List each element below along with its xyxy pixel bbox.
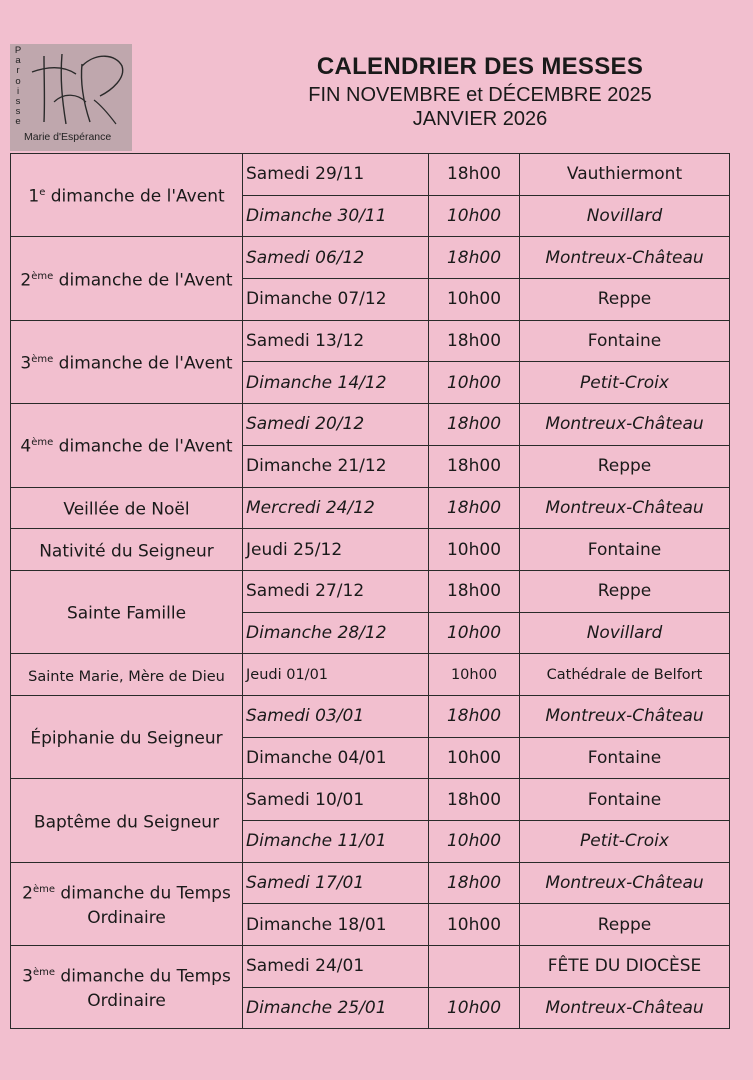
logo-letter: P xyxy=(14,45,22,56)
feast-ordinal-suffix: ème xyxy=(32,884,56,896)
feast-name xyxy=(11,320,243,403)
mass-location: Petit-Croix xyxy=(520,821,730,863)
mass-location: Montreux-Château xyxy=(520,237,730,279)
mass-date: Samedi 27/12 xyxy=(243,570,429,612)
mass-date: Samedi 10/01 xyxy=(243,779,429,821)
mass-location: Reppe xyxy=(520,445,730,487)
feast-number: 3 xyxy=(22,967,33,988)
mass-location: Novillard xyxy=(520,195,730,237)
mass-location: Novillard xyxy=(520,612,730,654)
logo-mark-icon xyxy=(24,44,129,129)
mass-location: Reppe xyxy=(520,279,730,321)
mass-location: Fontaine xyxy=(520,320,730,362)
mass-time: 18h00 xyxy=(429,237,520,279)
mass-time: 18h00 xyxy=(429,695,520,737)
feast-label: dimanche de l'Avent xyxy=(53,270,233,291)
schedule-row xyxy=(11,862,730,904)
page-title: CALENDRIER DES MESSES xyxy=(316,53,644,80)
mass-time: 18h00 xyxy=(429,404,520,446)
feast-number: 3 xyxy=(20,353,32,374)
logo-letter: o xyxy=(15,75,21,87)
mass-time: 10h00 xyxy=(429,737,520,779)
feast-name xyxy=(11,529,243,571)
mass-location: Montreux-Château xyxy=(520,862,730,904)
feast-label: Épiphanie du Seigneur xyxy=(30,728,223,749)
schedule-row xyxy=(11,654,730,696)
feast-name xyxy=(11,862,243,945)
logo-vertical-text xyxy=(13,46,23,128)
feast-name xyxy=(11,154,243,237)
schedule-row xyxy=(11,946,730,988)
page-header xyxy=(270,53,690,131)
mass-date: Dimanche 28/12 xyxy=(243,612,429,654)
feast-ordinal-suffix: ème xyxy=(31,437,54,449)
feast-number: 1 xyxy=(28,187,40,208)
mass-date: Jeudi 25/12 xyxy=(243,529,429,571)
schedule-row xyxy=(11,487,730,529)
mass-location: Montreux-Château xyxy=(520,695,730,737)
mass-date: Samedi 24/01 xyxy=(243,946,429,988)
feast-label: dimanche de l'Avent xyxy=(45,187,225,208)
mass-location: Montreux-Château xyxy=(520,487,730,529)
logo-letter: s xyxy=(15,106,21,118)
mass-date: Samedi 29/11 xyxy=(243,154,429,196)
mass-date: Samedi 17/01 xyxy=(243,862,429,904)
feast-label: Sainte Marie, Mère de Dieu xyxy=(28,668,225,685)
feast-label: dimanche du Temps Ordinaire xyxy=(55,883,231,928)
page-subtitle: FIN NOVEMBRE et DÉCEMBRE 2025 xyxy=(308,84,652,106)
mass-location: Cathédrale de Belfort xyxy=(520,654,730,696)
feast-label: Baptême du Seigneur xyxy=(33,812,220,833)
schedule-row xyxy=(11,570,730,612)
mass-date: Samedi 20/12 xyxy=(243,404,429,446)
mass-date: Mercredi 24/12 xyxy=(243,487,429,529)
feast-label: Sainte Famille xyxy=(66,603,187,624)
mass-time: 10h00 xyxy=(429,279,520,321)
mass-location: Petit-Croix xyxy=(520,362,730,404)
mass-date: Samedi 13/12 xyxy=(243,320,429,362)
feast-label: dimanche de l'Avent xyxy=(53,437,233,458)
mass-time: 10h00 xyxy=(429,529,520,571)
mass-location: Fontaine xyxy=(520,779,730,821)
feast-ordinal-suffix: e xyxy=(39,187,46,199)
mass-time: 18h00 xyxy=(429,570,520,612)
mass-date: Jeudi 01/01 xyxy=(243,654,429,696)
mass-date: Samedi 06/12 xyxy=(243,237,429,279)
schedule-row xyxy=(11,404,730,446)
mass-date: Dimanche 07/12 xyxy=(243,279,429,321)
feast-name xyxy=(11,779,243,862)
logo-letter: s xyxy=(15,96,21,108)
mass-location: FÊTE DU DIOCÈSE xyxy=(520,946,730,988)
mass-time: 18h00 xyxy=(429,445,520,487)
mass-time: 10h00 xyxy=(429,987,520,1029)
logo-letter: i xyxy=(16,85,20,97)
parish-logo xyxy=(10,44,132,151)
feast-label: dimanche du Temps Ordinaire xyxy=(55,967,231,1012)
page-subtitle-2: JANVIER 2026 xyxy=(412,108,548,130)
mass-time: 10h00 xyxy=(429,654,520,696)
mass-time: 18h00 xyxy=(429,487,520,529)
feast-number: 2 xyxy=(20,270,32,291)
feast-name xyxy=(11,487,243,529)
mass-time: 10h00 xyxy=(429,821,520,863)
feast-number: 2 xyxy=(22,883,33,904)
mass-time: 18h00 xyxy=(429,320,520,362)
mass-location: Montreux-Château xyxy=(520,987,730,1029)
logo-letter: e xyxy=(15,116,21,128)
mass-date: Dimanche 11/01 xyxy=(243,821,429,863)
schedule-row xyxy=(11,154,730,196)
mass-location: Reppe xyxy=(520,570,730,612)
logo-letter: a xyxy=(15,55,21,67)
schedule-row xyxy=(11,529,730,571)
logo-letter: r xyxy=(16,65,20,77)
feast-name xyxy=(11,570,243,653)
mass-date: Dimanche 21/12 xyxy=(243,445,429,487)
mass-location: Fontaine xyxy=(520,737,730,779)
feast-name xyxy=(11,946,243,1029)
mass-location: Vauthiermont xyxy=(520,154,730,196)
mass-time: 10h00 xyxy=(429,195,520,237)
mass-date: Dimanche 30/11 xyxy=(243,195,429,237)
schedule-row xyxy=(11,779,730,821)
mass-location: Reppe xyxy=(520,904,730,946)
feast-ordinal-suffix: ème xyxy=(32,967,56,979)
mass-date: Dimanche 18/01 xyxy=(243,904,429,946)
feast-ordinal-suffix: ème xyxy=(31,354,54,366)
feast-name xyxy=(11,404,243,487)
feast-name xyxy=(11,237,243,320)
feast-name xyxy=(11,695,243,778)
mass-date: Dimanche 25/01 xyxy=(243,987,429,1029)
mass-schedule-table xyxy=(10,153,730,1029)
feast-label: Veillée de Noël xyxy=(63,499,190,520)
mass-date: Dimanche 04/01 xyxy=(243,737,429,779)
mass-location: Fontaine xyxy=(520,529,730,571)
mass-time: 18h00 xyxy=(429,154,520,196)
mass-time: 10h00 xyxy=(429,612,520,654)
mass-date: Samedi 03/01 xyxy=(243,695,429,737)
feast-label: dimanche de l'Avent xyxy=(53,353,233,374)
mass-time: 18h00 xyxy=(429,779,520,821)
feast-name xyxy=(11,654,243,696)
feast-number: 4 xyxy=(20,437,32,458)
logo-caption: Marie d'Espérance xyxy=(24,131,112,143)
schedule-row xyxy=(11,695,730,737)
schedule-row xyxy=(11,320,730,362)
schedule-row xyxy=(11,237,730,279)
mass-time: 10h00 xyxy=(429,362,520,404)
mass-time xyxy=(429,946,520,988)
feast-ordinal-suffix: ème xyxy=(31,270,54,282)
feast-label: Nativité du Seigneur xyxy=(39,541,214,562)
mass-location: Montreux-Château xyxy=(520,404,730,446)
mass-date: Dimanche 14/12 xyxy=(243,362,429,404)
mass-time: 18h00 xyxy=(429,862,520,904)
mass-time: 10h00 xyxy=(429,904,520,946)
